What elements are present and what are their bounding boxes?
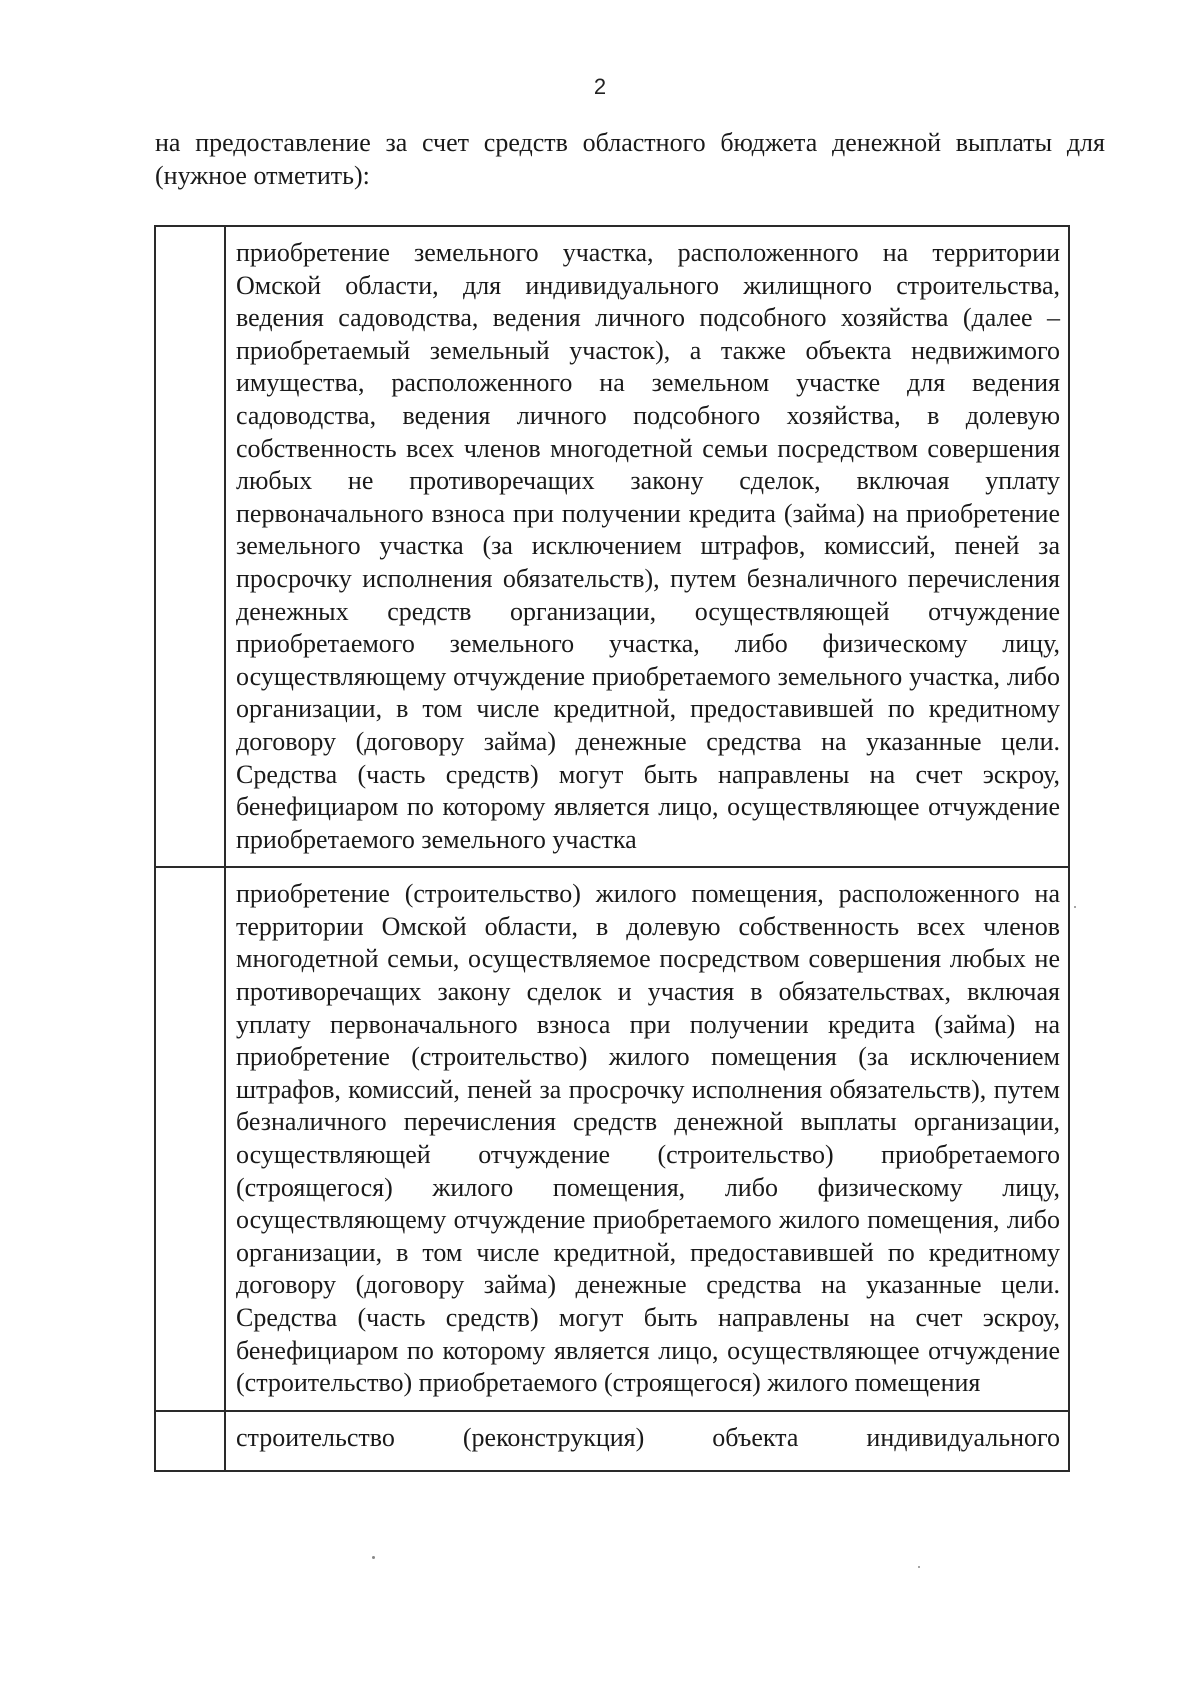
- option-row-land-plot: [155, 226, 1069, 867]
- scan-speck: [372, 1556, 375, 1559]
- intro-paragraph: на предоставление за счет средств областного бюджета денежной выплаты для (нужное отметить):: [155, 128, 1105, 190]
- option-checkbox-construction[interactable]: [155, 1411, 225, 1471]
- option-row-housing: [155, 867, 1069, 1411]
- option-checkbox-land-plot[interactable]: [155, 226, 225, 867]
- option-text-land-plot: приобретение земельного участка, расположенного на территории Омской области, для индивидуального жилищного строительства, ведения садоводства, ведения личного подсобного хозяйства (далее – приобретаемый земельный участок), а также объекта недвижимого имущества, расположенного на земельном участке для ведения садоводства, ведения личного подсобного хозяйства, в долевую собственность всех членов многодетной семьи посредством совершения любых не противоречащих закону сделок, включая уплату первоначального взноса при получении кредита (займа) на приобретение земельного участка (за исключением штрафов, комиссий, пеней за просрочку исполнения обязательств), путем безналичного перечисления денежных средств организации, осуществляющей отчуждение приобретаемого земельного участка, либо физическому лицу, осуществляющему отчуждение приобретаемого земельного участка, либо организации, в том числе кредитной, предоставившей по кредитному договору (договору займа) денежные средства на указанные цели. Средства (часть средств) могут быть направлены на счет эскроу, бенефициаром по которому является лицо, осуществляющее отчуждение приобретаемого земельного участка: [225, 226, 1069, 867]
- option-text-construction: строительство (реконструкция) объекта индивидуального: [225, 1411, 1069, 1471]
- option-text-housing: приобретение (строительство) жилого помещения, расположенного на территории Омской области, в долевую собственность всех членов многодетной семьи, осуществляемое посредством совершения любых не противоречащих закону сделок и участия в обязательствах, включая уплату первоначального взноса при получении кредита (займа) на приобретение (строительство) жилого помещения (за исключением штрафов, комиссий, пеней за просрочку исполнения обязательств), путем безналичного перечисления средств денежной выплаты организации, осуществляющей отчуждение (строительство) приобретаемого (строящегося) жилого помещения, либо физическому лицу, осуществляющему отчуждение приобретаемого жилого помещения, либо организации, в том числе кредитной, предоставившей по кредитному договору (договору займа) денежные средства на указанные цели. Средства (часть средств) могут быть направлены на счет эскроу, бенефициаром по которому является лицо, осуществляющее отчуждение (строительство) приобретаемого (строящегося) жилого помещения: [225, 867, 1069, 1411]
- option-row-construction: [155, 1411, 1069, 1471]
- option-checkbox-housing[interactable]: [155, 867, 225, 1411]
- scan-speck: [1074, 906, 1076, 908]
- page-number: 2: [593, 74, 607, 99]
- options-table: [154, 225, 1070, 1472]
- scan-speck: [918, 1566, 920, 1568]
